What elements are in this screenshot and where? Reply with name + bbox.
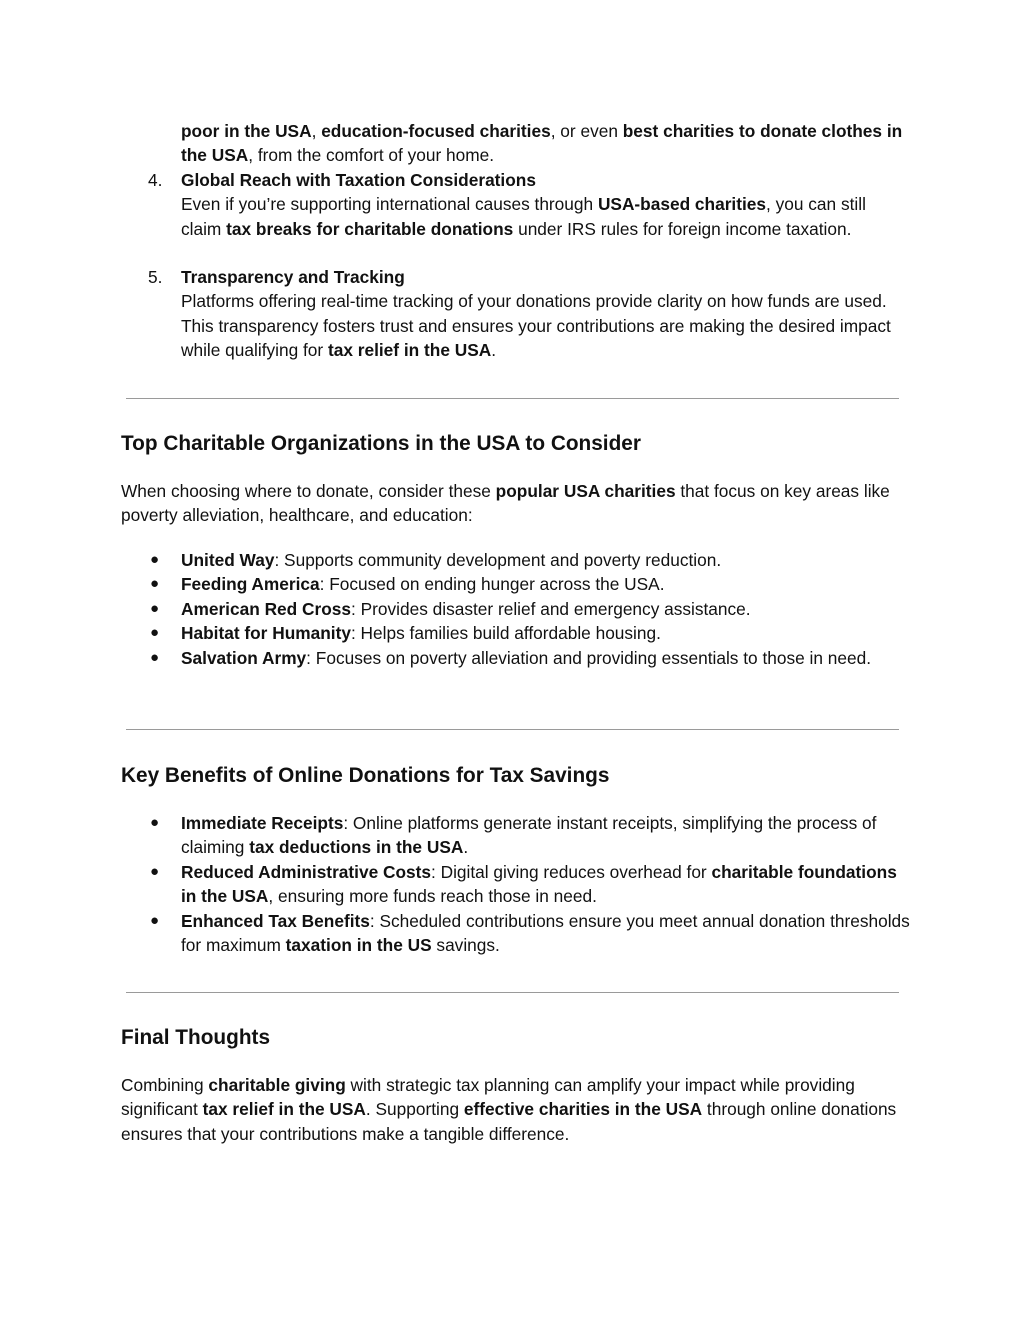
charity-list — [0, 548, 1024, 670]
list-item-title: Transparency and Tracking — [181, 267, 405, 287]
bold-phrase: effective charities in the USA — [463, 1099, 703, 1120]
list-item-continuation — [181, 119, 911, 168]
charity-name: Habitat for Humanity — [181, 623, 351, 644]
bold-phrase: tax breaks for charitable donations — [226, 218, 514, 239]
list-item-body — [181, 265, 911, 363]
text-run: , from the comfort of your home. — [248, 145, 495, 166]
text-run: Platforms offering real-time tracking of your donations provide clarity on how funds are used. This transparency fosters trust and ensures your contributions are making the desired impact while qualifying for — [181, 291, 891, 361]
bold-phrase: education-focused charities — [321, 121, 551, 141]
horizontal-divider — [126, 729, 899, 730]
bold-phrase: popular USA charities — [495, 481, 676, 501]
list-item-title: Global Reach with Taxation Considerations — [181, 170, 536, 190]
text-run: , ensuring more funds reach those in need. — [268, 886, 597, 907]
benefit-name: Immediate Receipts — [181, 813, 344, 833]
text-run: savings. — [431, 935, 500, 956]
text-run: , or even — [550, 121, 623, 141]
list-item — [0, 597, 911, 621]
benefit-name: Enhanced Tax Benefits — [181, 910, 370, 931]
bullet-icon: ● — [150, 862, 160, 880]
bold-phrase: poor in the USA — [181, 121, 312, 141]
bold-phrase: USA-based charities — [597, 194, 767, 215]
list-number: 4. — [148, 170, 163, 190]
benefit-name: Reduced Administrative Costs — [181, 861, 431, 882]
charity-name: Feeding America — [181, 574, 320, 595]
text-run: When choosing where to donate, consider these — [121, 481, 496, 501]
text-run: : Online platforms generate instant receipts, simplifying the process of claiming — [181, 813, 877, 858]
bullet-icon: ● — [150, 648, 160, 666]
bullet-icon: ● — [150, 551, 160, 568]
text-run: , — [311, 121, 322, 141]
list-item — [0, 909, 911, 958]
charity-name: American Red Cross — [181, 598, 351, 619]
bullet-icon: ● — [150, 599, 160, 617]
bold-phrase: charitable foundations in the USA — [181, 861, 897, 907]
bold-phrase: taxation in the US — [285, 935, 432, 956]
text-run: . Supporting — [365, 1099, 464, 1120]
bullet-icon: ● — [150, 814, 160, 831]
text-run: through online donations ensures that your contributions make a tangible difference. — [121, 1099, 897, 1144]
list-item — [0, 811, 911, 860]
section-heading: Key Benefits of Online Donations for Tax Savings — [121, 764, 610, 787]
text-run: : Digital giving reduces overhead for — [431, 861, 712, 882]
horizontal-divider — [126, 398, 899, 399]
section-intro-paragraph — [121, 479, 911, 528]
text-run: . — [463, 837, 469, 858]
list-item-body — [181, 168, 911, 241]
text-run: Even if you’re supporting international causes through — [181, 194, 598, 215]
bullet-icon: ● — [150, 911, 160, 929]
text-run: that focus on key areas like poverty alleviation, healthcare, and education: — [121, 481, 890, 526]
final-paragraph — [121, 1073, 911, 1146]
text-run: , you can still claim — [181, 194, 866, 239]
text-run: : Helps families build affordable housing. — [350, 623, 661, 644]
bullet-icon: ● — [150, 624, 160, 642]
list-number: 5. — [148, 267, 163, 287]
horizontal-divider — [126, 992, 899, 993]
bold-phrase: best charities to donate clothes in the USA — [181, 121, 903, 166]
text-run: : Supports community development and poverty reduction. — [274, 550, 722, 570]
list-item — [0, 860, 911, 909]
text-run: . — [491, 340, 497, 361]
charity-name: Salvation Army — [181, 647, 307, 668]
list-item — [0, 621, 911, 645]
section-heading: Top Charitable Organizations in the USA to Consider — [121, 432, 641, 455]
text-run: with strategic tax planning can amplify your impact while providing significant — [121, 1075, 855, 1120]
charity-name: United Way — [181, 550, 275, 570]
bold-phrase: tax deductions in the USA — [249, 837, 464, 858]
text-run: : Focuses on poverty alleviation and providing essentials to those in need. — [306, 647, 872, 668]
text-run: : Scheduled contributions ensure you meet annual donation thresholds for maximum — [181, 910, 910, 956]
bold-phrase: tax relief in the USA — [202, 1099, 366, 1120]
bullet-icon: ● — [150, 575, 160, 593]
list-item — [0, 548, 911, 572]
bold-phrase: charitable giving — [208, 1075, 346, 1095]
list-item — [0, 646, 911, 670]
text-run: : Focused on ending hunger across the USA. — [319, 574, 665, 595]
list-item — [0, 572, 911, 596]
text-run: under IRS rules for foreign income taxation. — [513, 218, 852, 239]
section-heading: Final Thoughts — [121, 1026, 271, 1049]
benefits-list — [0, 811, 1024, 957]
text-run: Combining — [121, 1075, 209, 1095]
bold-phrase: tax relief in the USA — [327, 340, 492, 361]
text-run: : Provides disaster relief and emergency assistance. — [351, 598, 751, 619]
